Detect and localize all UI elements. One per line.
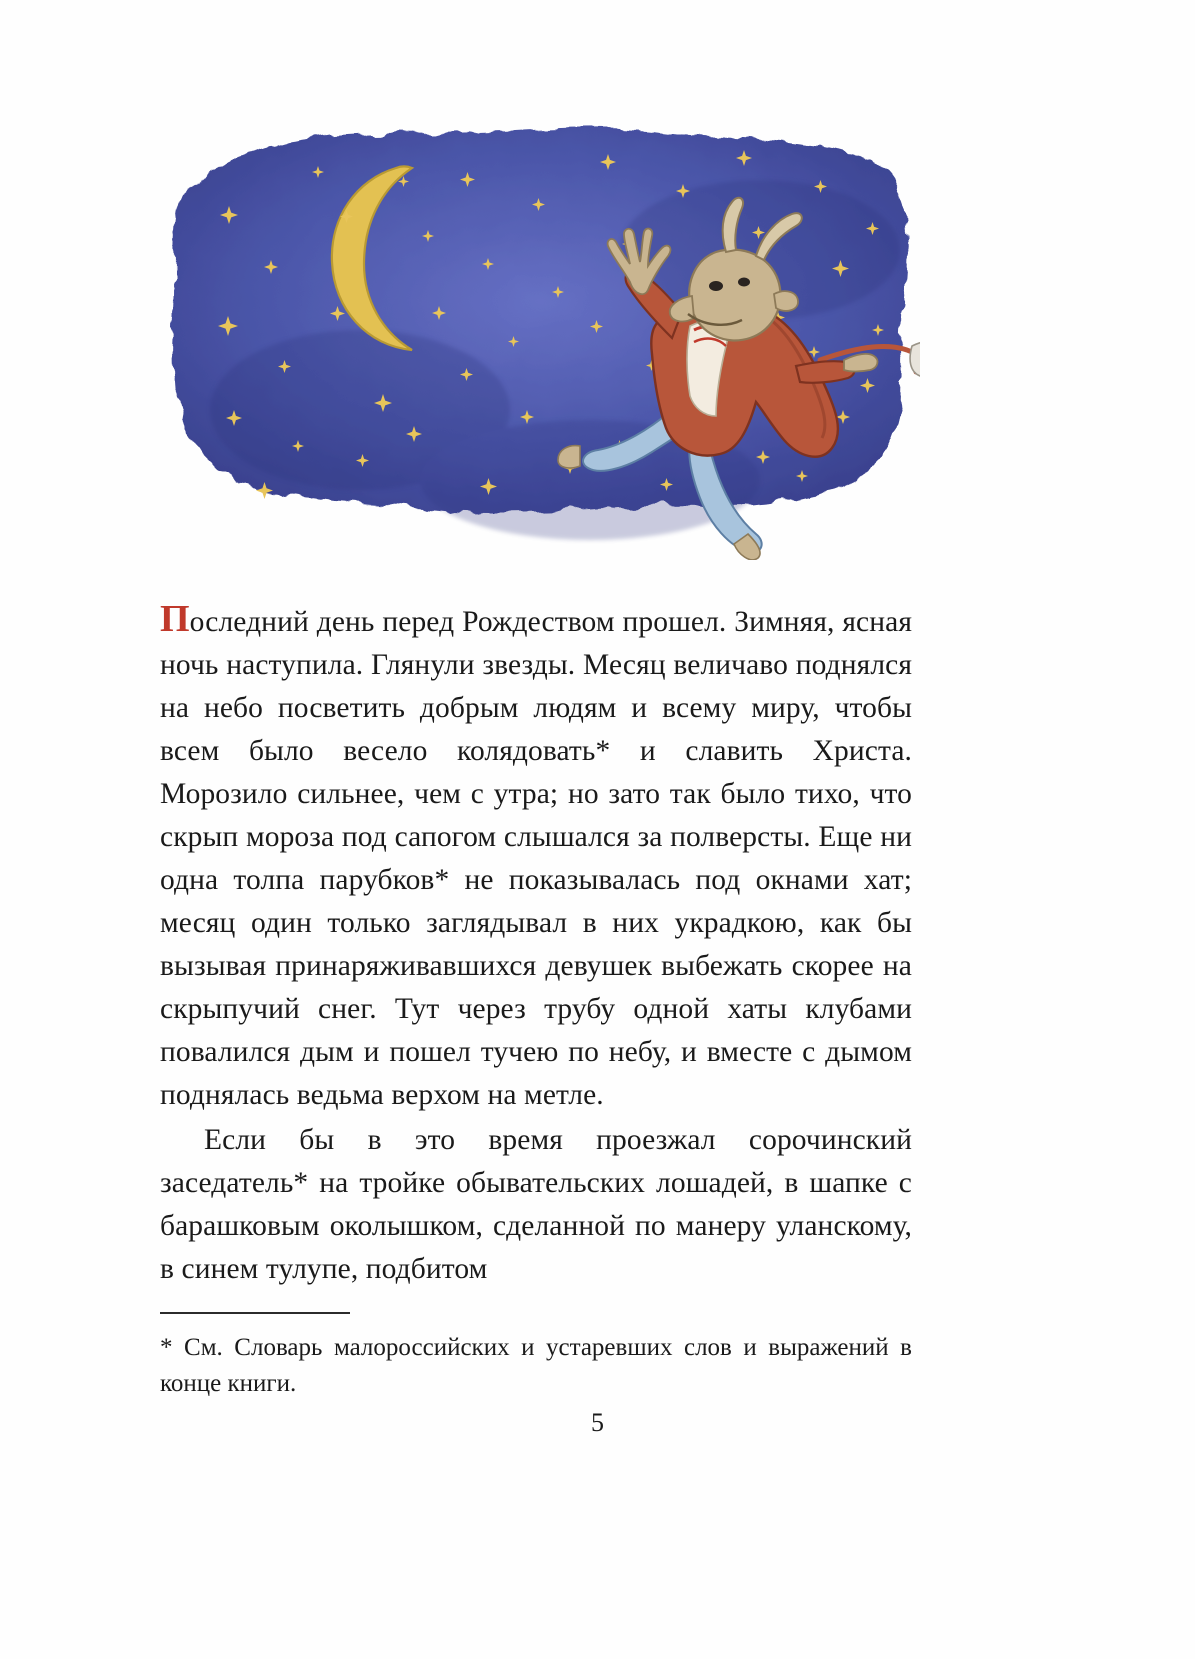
- paragraph-1: [160, 600, 912, 1117]
- footnote-divider: [160, 1312, 350, 1314]
- drop-cap: П: [160, 598, 190, 640]
- footnote-text: * См. Словарь малороссийских и устаревших слов и выражений в конце книги.: [160, 1334, 912, 1397]
- body-text: [160, 600, 912, 1291]
- devil-flying-in-starry-night-sky-icon: [160, 110, 920, 560]
- illustration-container: [160, 110, 920, 560]
- paragraph-1-text: оследний день перед Рождеством прошел. Зимняя, ясная ночь наступила. Глянули звезды. Месяц величаво поднялся на небо посветить добрым людям и всему миру, чтобы всем было весело колядовать* и славить Христа. Морозило сильнее, чем с утра; но зато так было тихо, что скрып мороза под сапогом слышался за полверсты. Еще ни одна толпа парубков* не показывалась под окнами хат; месяц один только заглядывал в них украдкою, как бы вызывая принаряживавшихся девушек выбежать скорее на скрыпучий снег. Тут через трубу одной хаты клубами повалился дым и пошел тучею по небу, и вместе с дымом поднялась ведьма верхом на метле.: [160, 606, 912, 1111]
- page-number: 5: [591, 1408, 604, 1437]
- paragraph-2: Если бы в это время проезжал сорочинский заседатель* на тройке обывательских лошадей, в шапке с барашковым околышком, сделанной по манеру уланскому, в синем тулупе, подбитом: [160, 1124, 912, 1285]
